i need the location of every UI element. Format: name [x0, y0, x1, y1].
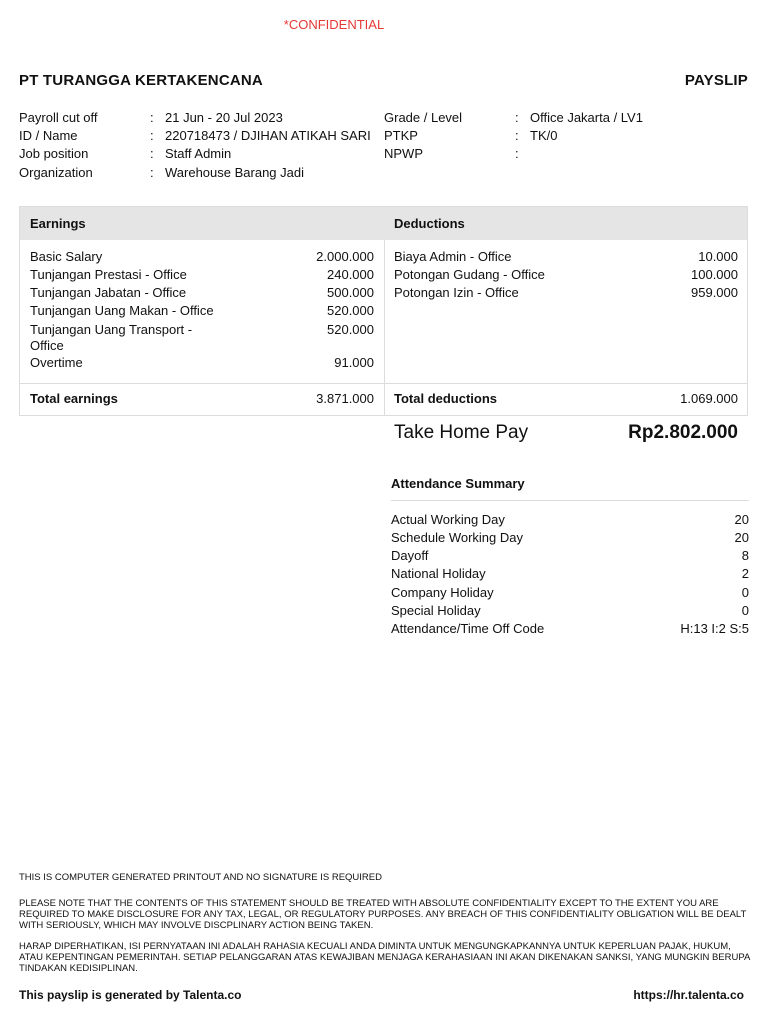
earning-amount: 520.000	[327, 322, 374, 337]
info-separator: :	[515, 146, 519, 161]
info-label: Job position	[19, 146, 89, 161]
info-value: Warehouse Barang Jadi	[165, 165, 304, 180]
attendance-name: Special Holiday	[391, 603, 481, 618]
info-label: PTKP	[384, 128, 418, 143]
attendance-value: 20	[734, 530, 749, 545]
attendance-divider	[391, 500, 749, 501]
attendance-value: 2	[741, 566, 749, 581]
attendance-row	[391, 547, 749, 565]
info-label: Payroll cut off	[19, 110, 98, 125]
computer-generated-note: THIS IS COMPUTER GENERATED PRINTOUT AND NO SIGNATURE IS REQUIRED	[19, 872, 382, 883]
earning-row	[30, 284, 374, 302]
column-divider	[384, 240, 385, 416]
total-earnings-row	[30, 390, 374, 408]
attendance-row	[391, 620, 749, 638]
earning-row	[30, 266, 374, 284]
attendance-summary-title: Attendance Summary	[391, 476, 525, 491]
attendance-name: Company Holiday	[391, 585, 494, 600]
take-home-pay-amount: Rp2.802.000	[628, 422, 738, 443]
attendance-value: H:13 I:2 S:5	[680, 621, 749, 636]
confidential-label: *CONFIDENTIAL	[283, 17, 385, 32]
info-separator: :	[150, 146, 154, 161]
deduction-row	[394, 284, 738, 302]
info-label: Organization	[19, 165, 93, 180]
earning-name: Basic Salary	[30, 249, 103, 264]
attendance-name: Dayoff	[391, 548, 429, 563]
info-separator: :	[515, 110, 519, 125]
total-divider	[20, 383, 747, 384]
info-value: Office Jakarta / LV1	[530, 110, 643, 125]
deduction-amount: 100.000	[691, 267, 738, 282]
attendance-name: Attendance/Time Off Code	[391, 621, 545, 636]
total-earnings-label: Total earnings	[30, 391, 118, 406]
attendance-row	[391, 602, 749, 620]
attendance-value: 20	[734, 512, 749, 527]
info-value: 220718473 / DJIHAN ATIKAH SARI	[165, 128, 371, 143]
earning-amount: 240.000	[327, 267, 374, 282]
earnings-deductions-table	[19, 206, 748, 416]
earning-row	[30, 321, 374, 355]
attendance-value: 8	[741, 548, 749, 563]
earning-row	[30, 354, 374, 372]
company-name: PT TURANGGA KERTAKENCANA	[19, 72, 263, 89]
generated-by-text: This payslip is generated by Talenta.co	[19, 988, 242, 1002]
info-grade-level	[384, 109, 748, 127]
info-separator: :	[515, 128, 519, 143]
table-header	[20, 207, 747, 240]
earning-name-continued: Office	[30, 338, 64, 353]
earning-name: Tunjangan Uang Transport -	[30, 322, 193, 337]
talenta-url-link[interactable]: https://hr.talenta.co	[633, 988, 744, 1002]
attendance-row	[391, 529, 749, 547]
info-organization	[19, 164, 379, 182]
info-ptkp	[384, 127, 748, 145]
attendance-row	[391, 565, 749, 583]
info-label: NPWP	[384, 146, 423, 161]
earning-name: Overtime	[30, 355, 83, 370]
info-label: Grade / Level	[384, 110, 463, 125]
earning-amount: 500.000	[327, 285, 374, 300]
info-separator: :	[150, 128, 154, 143]
attendance-row	[391, 511, 749, 529]
earning-row	[30, 248, 374, 266]
attendance-row	[391, 584, 749, 602]
deduction-amount: 959.000	[691, 285, 738, 300]
info-value: 21 Jun - 20 Jul 2023	[165, 110, 283, 125]
deduction-name: Biaya Admin - Office	[394, 249, 512, 264]
earning-name: Tunjangan Uang Makan - Office	[30, 303, 214, 318]
total-earnings-amount: 3.871.000	[316, 391, 374, 406]
attendance-value: 0	[741, 585, 749, 600]
earning-row	[30, 302, 374, 320]
earning-amount: 520.000	[327, 303, 374, 318]
deduction-row	[394, 266, 738, 284]
info-payroll-cutoff	[19, 109, 379, 127]
deductions-heading: Deductions	[394, 216, 465, 231]
earning-name: Tunjangan Prestasi - Office	[30, 267, 187, 282]
info-value: TK/0	[530, 128, 558, 143]
deduction-name: Potongan Gudang - Office	[394, 267, 545, 282]
confidentiality-note-english: PLEASE NOTE THAT THE CONTENTS OF THIS STATEMENT SHOULD BE TREATED WITH ABSOLUTE CONFIDENTIALITY EXCEPT TO THE EXTENT YOU ARE REQUIRED TO MAKE DISCLOSURE FOR ANY TAX, LEGAL, OR REGULATORY PURPOSES. ANY BREACH OF THIS CONFIDENTIALITY OBLIGATION WILL BE DEALT WITH SERIOUSLY, WHICH MAY INVOLVE DISCPLINARY ACTION BEING TAKEN.	[19, 898, 747, 931]
deduction-name: Potongan Izin - Office	[394, 285, 519, 300]
deduction-row	[394, 248, 738, 266]
info-job-position	[19, 145, 379, 163]
info-value: Staff Admin	[165, 146, 232, 161]
document-title: PAYSLIP	[684, 72, 748, 89]
attendance-name: National Holiday	[391, 566, 486, 581]
earnings-heading: Earnings	[30, 216, 86, 231]
info-label: ID / Name	[19, 128, 78, 143]
earning-amount: 2.000.000	[316, 249, 374, 264]
earning-name: Tunjangan Jabatan - Office	[30, 285, 187, 300]
total-deductions-amount: 1.069.000	[680, 391, 738, 406]
total-deductions-label: Total deductions	[394, 391, 498, 406]
deduction-amount: 10.000	[698, 249, 738, 264]
info-separator: :	[150, 165, 154, 180]
attendance-name: Actual Working Day	[391, 512, 505, 527]
attendance-value: 0	[741, 603, 749, 618]
info-separator: :	[150, 110, 154, 125]
total-deductions-row	[394, 390, 738, 408]
earning-amount: 91.000	[334, 355, 374, 370]
confidentiality-note-indonesian: HARAP DIPERHATIKAN, ISI PERNYATAAN INI ADALAH RAHASIA KECUALI ANDA DIMINTA UNTUK MENGUNGKAPKANNYA UNTUK KEPERLUAN PAJAK, HUKUM, ATAU KEPENTINGAN PEMERINTAH. SETIAP PELANGGARAN ATAS KEWAJIBAN MENJAGA KERAHASIAAN INI AKAN DIKENAKAN SANKSI, YANG MUNGKIN BERUPA TINDAKAN KEDISIPLINAN.	[19, 941, 750, 974]
info-npwp	[384, 145, 748, 163]
attendance-name: Schedule Working Day	[391, 530, 523, 545]
take-home-pay-label: Take Home Pay	[394, 422, 529, 443]
info-id-name	[19, 127, 379, 145]
